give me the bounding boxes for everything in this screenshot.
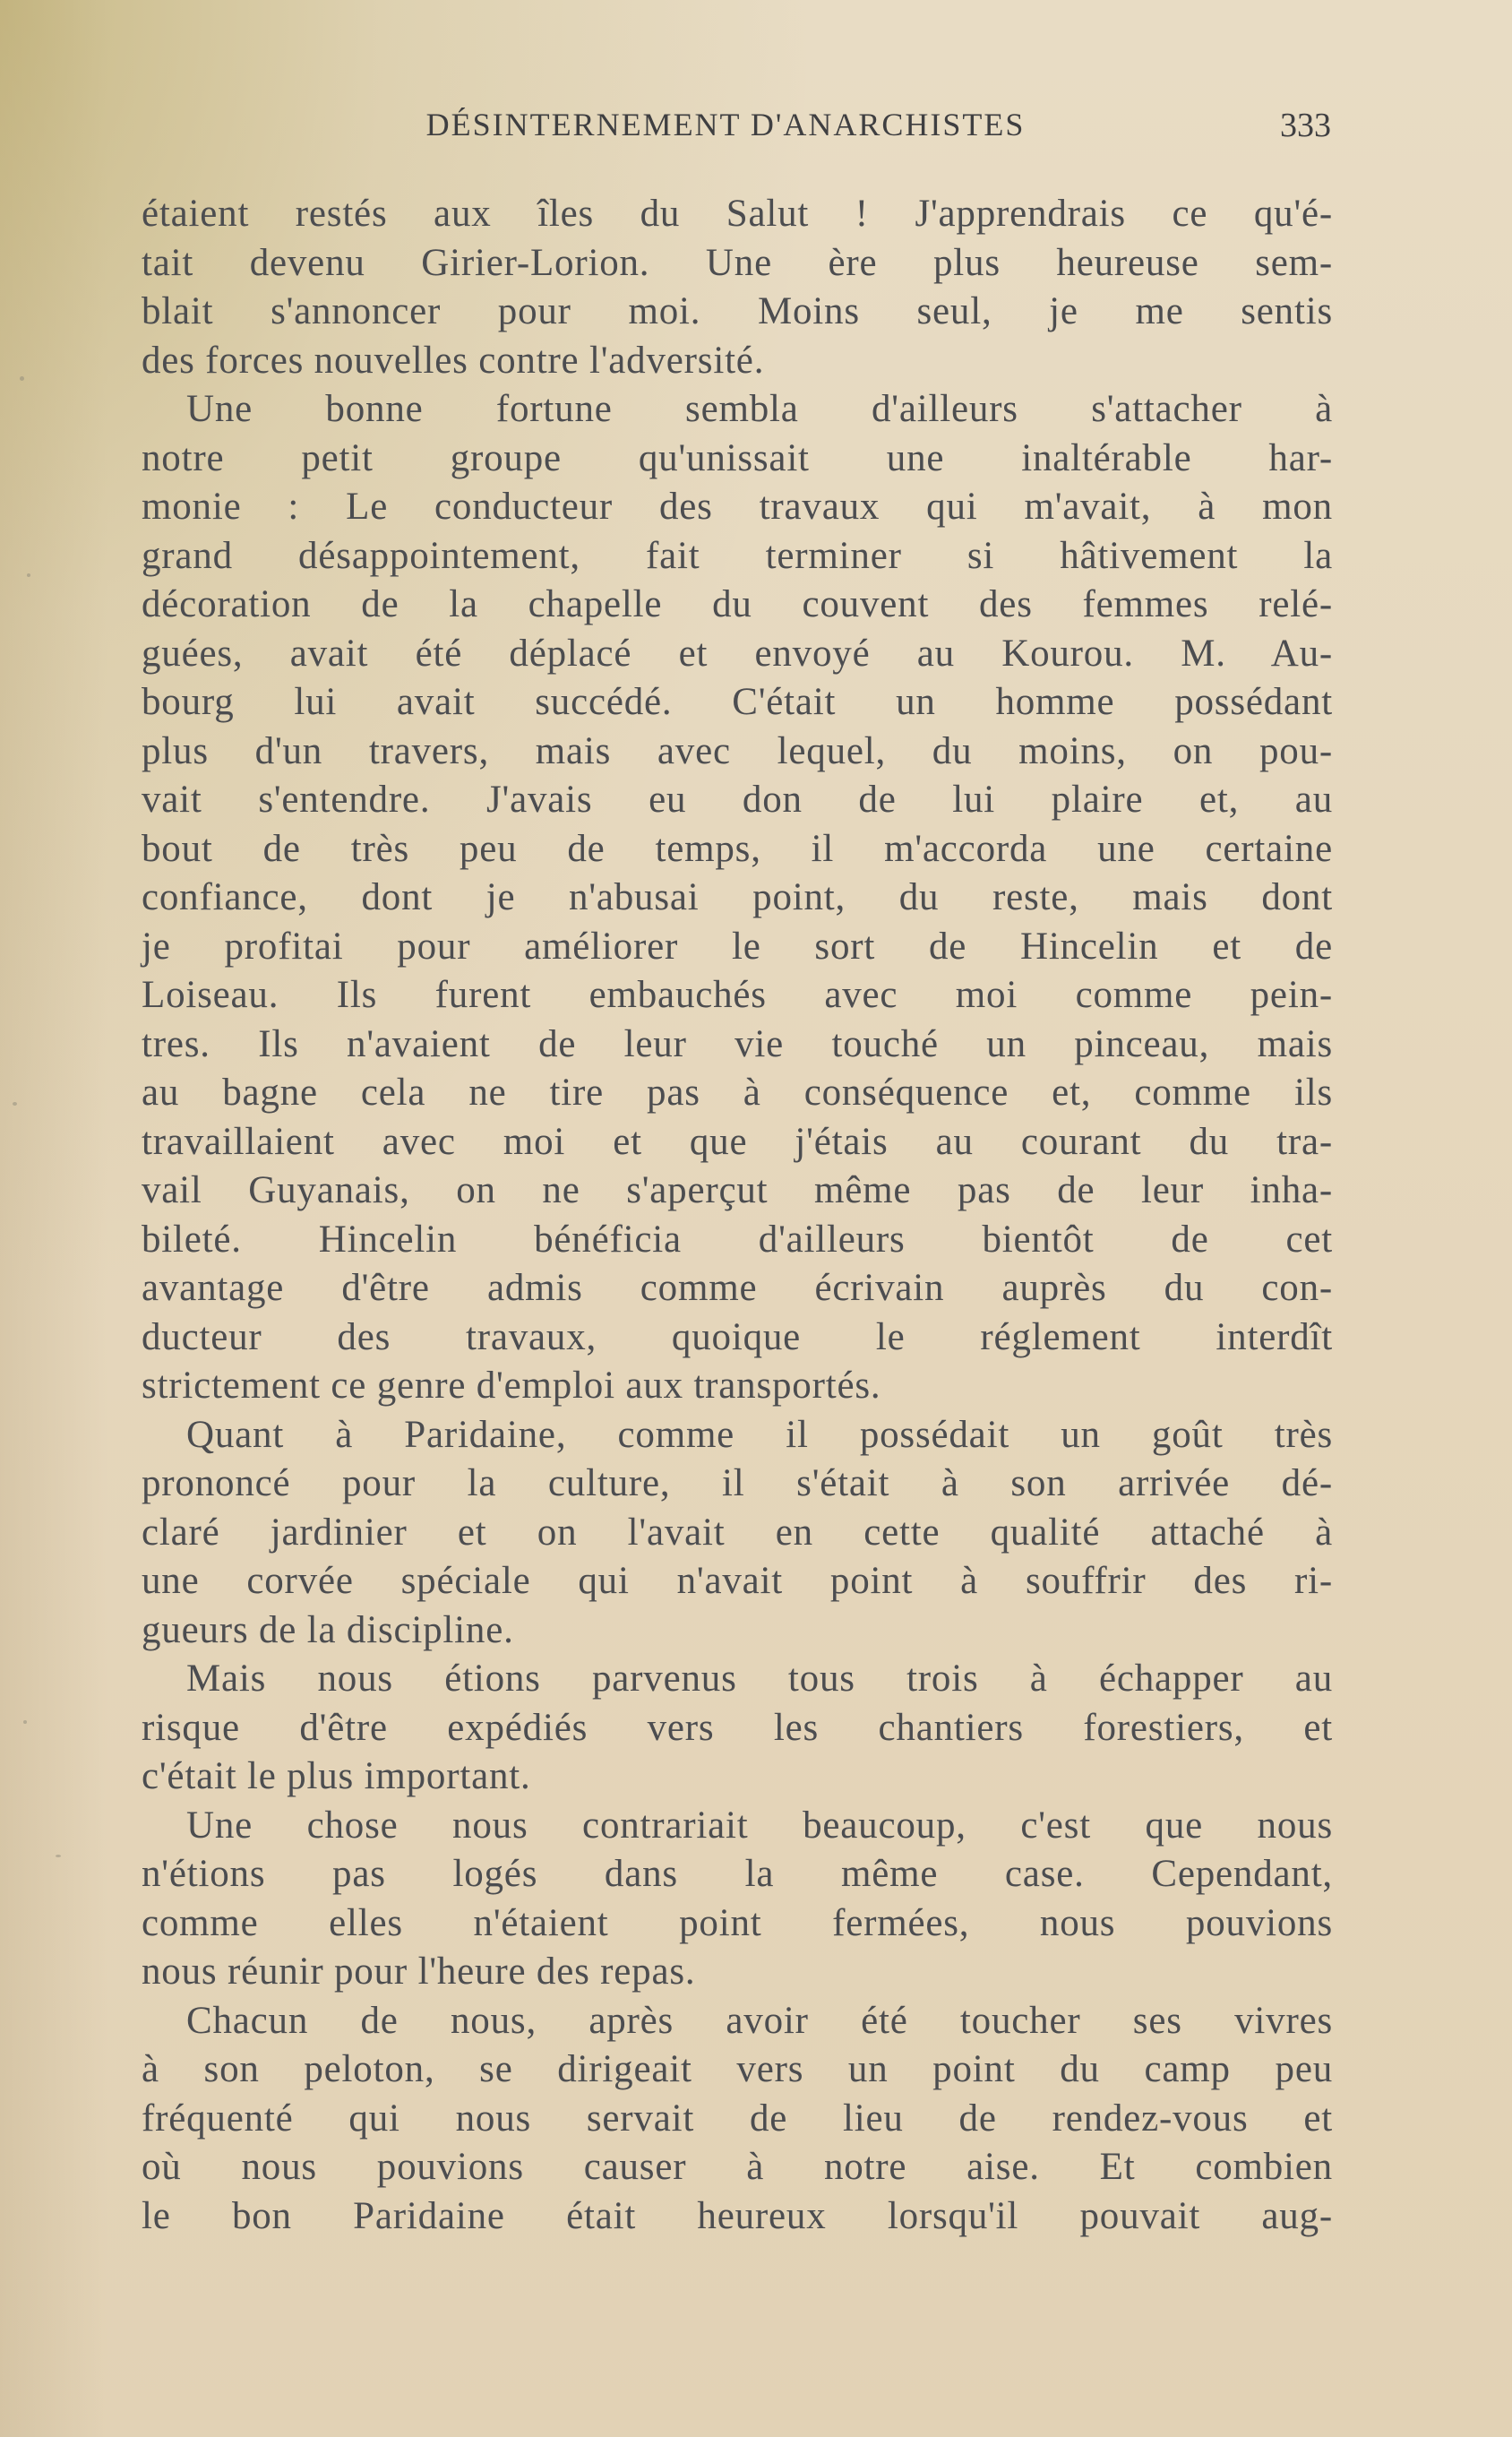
text-line: confiance, dont je n'abusai point, du reste, mais dont <box>142 876 1333 918</box>
text-line: bileté. Hincelin bénéficia d'ailleurs bientôt de cet <box>142 1218 1333 1261</box>
text-line: décoration de la chapelle du couvent des femmes relé- <box>142 583 1333 625</box>
text-line: avantage d'être admis comme écrivain auprès du con- <box>142 1267 1333 1309</box>
text-line: une corvée spéciale qui n'avait point à souffrir des ri- <box>142 1560 1333 1602</box>
text-line: c'était le plus important. <box>142 1755 531 1797</box>
paper-speck <box>23 1720 27 1724</box>
text-line: blait s'annoncer pour moi. Moins seul, je me sentis <box>142 290 1333 332</box>
paper-speck <box>13 1102 17 1106</box>
text-line: nous réunir pour l'heure des repas. <box>142 1950 696 1993</box>
text-line: comme elles n'étaient point fermées, nous pouvions <box>142 1901 1333 1944</box>
text-line: n'étions pas logés dans la même case. Cependant, <box>142 1853 1333 1895</box>
text-line: gueurs de la discipline. <box>142 1608 514 1651</box>
text-line: des forces nouvelles contre l'adversité. <box>142 339 765 382</box>
paper-speck <box>27 573 30 577</box>
text-line: le bon Paridaine était heureux lorsqu'il pouvait aug- <box>142 2194 1333 2237</box>
text-line: notre petit groupe qu'unissait une inaltérable har- <box>142 436 1333 479</box>
text-line: vait s'entendre. J'avais eu don de lui plaire et, au <box>142 779 1333 821</box>
page-number: 333 <box>1280 107 1331 144</box>
text-line: à son peloton, se dirigeait vers un point du camp peu <box>142 2048 1333 2090</box>
text-line: bout de très peu de temps, il m'accorda une certaine <box>142 827 1333 870</box>
text-line: fréquenté qui nous servait de lieu de rendez-vous et <box>142 2097 1333 2140</box>
paper-speck <box>56 1855 61 1857</box>
text-line: Une chose nous contrariait beaucoup, c'est que nous <box>186 1804 1333 1847</box>
text-line: travaillaient avec moi et que j'étais au courant du tra- <box>142 1120 1333 1163</box>
text-line: au bagne cela ne tire pas à conséquence et, comme ils <box>142 1072 1333 1114</box>
text-line: ducteur des travaux, quoique le réglement interdît <box>142 1315 1333 1358</box>
text-line: grand désappointement, fait terminer si hâtivement la <box>142 534 1333 577</box>
text-line: plus d'un travers, mais avec lequel, du moins, on pou- <box>142 729 1333 772</box>
text-line: vail Guyanais, on ne s'aperçut même pas de leur inha- <box>142 1169 1333 1211</box>
text-line: claré jardinier et on l'avait en cette qualité attaché à <box>142 1511 1333 1554</box>
paper-speck <box>20 376 24 381</box>
text-line: tait devenu Girier-Lorion. Une ère plus heureuse sem- <box>142 241 1333 284</box>
text-line: Une bonne fortune sembla d'ailleurs s'attacher à <box>186 388 1333 430</box>
body-text <box>142 190 1333 2241</box>
text-line: monie : Le conducteur des travaux qui m'avait, à mon <box>142 486 1333 528</box>
text-line: prononcé pour la culture, il s'était à son arrivée dé- <box>142 1462 1333 1504</box>
text-line: étaient restés aux îles du Salut ! J'apprendrais ce qu'é- <box>142 193 1333 235</box>
running-head <box>0 106 1512 159</box>
text-line: risque d'être expédiés vers les chantiers forestiers, et <box>142 1706 1333 1749</box>
text-line: tres. Ils n'avaient de leur vie touché un pinceau, mais <box>142 1022 1333 1065</box>
text-line: guées, avait été déplacé et envoyé au Kourou. M. Au- <box>142 632 1333 675</box>
text-line: je profitai pour améliorer le sort de Hincelin et de <box>142 925 1333 968</box>
text-line: bourg lui avait succédé. C'était un homme possédant <box>142 681 1333 723</box>
text-line: où nous pouvions causer à notre aise. Et combien <box>142 2146 1333 2188</box>
text-line: Loiseau. Ils furent embauchés avec moi comme pein- <box>142 974 1333 1016</box>
text-line: Mais nous étions parvenus tous trois à échapper au <box>186 1658 1333 1700</box>
text-line: strictement ce genre d'emploi aux transportés. <box>142 1365 881 1407</box>
text-line: Quant à Paridaine, comme il possédait un goût très <box>186 1413 1333 1456</box>
text-line: Chacun de nous, après avoir été toucher ses vivres <box>186 1999 1333 2042</box>
running-title: DÉSINTERNEMENT D'ANARCHISTES <box>425 107 1026 142</box>
